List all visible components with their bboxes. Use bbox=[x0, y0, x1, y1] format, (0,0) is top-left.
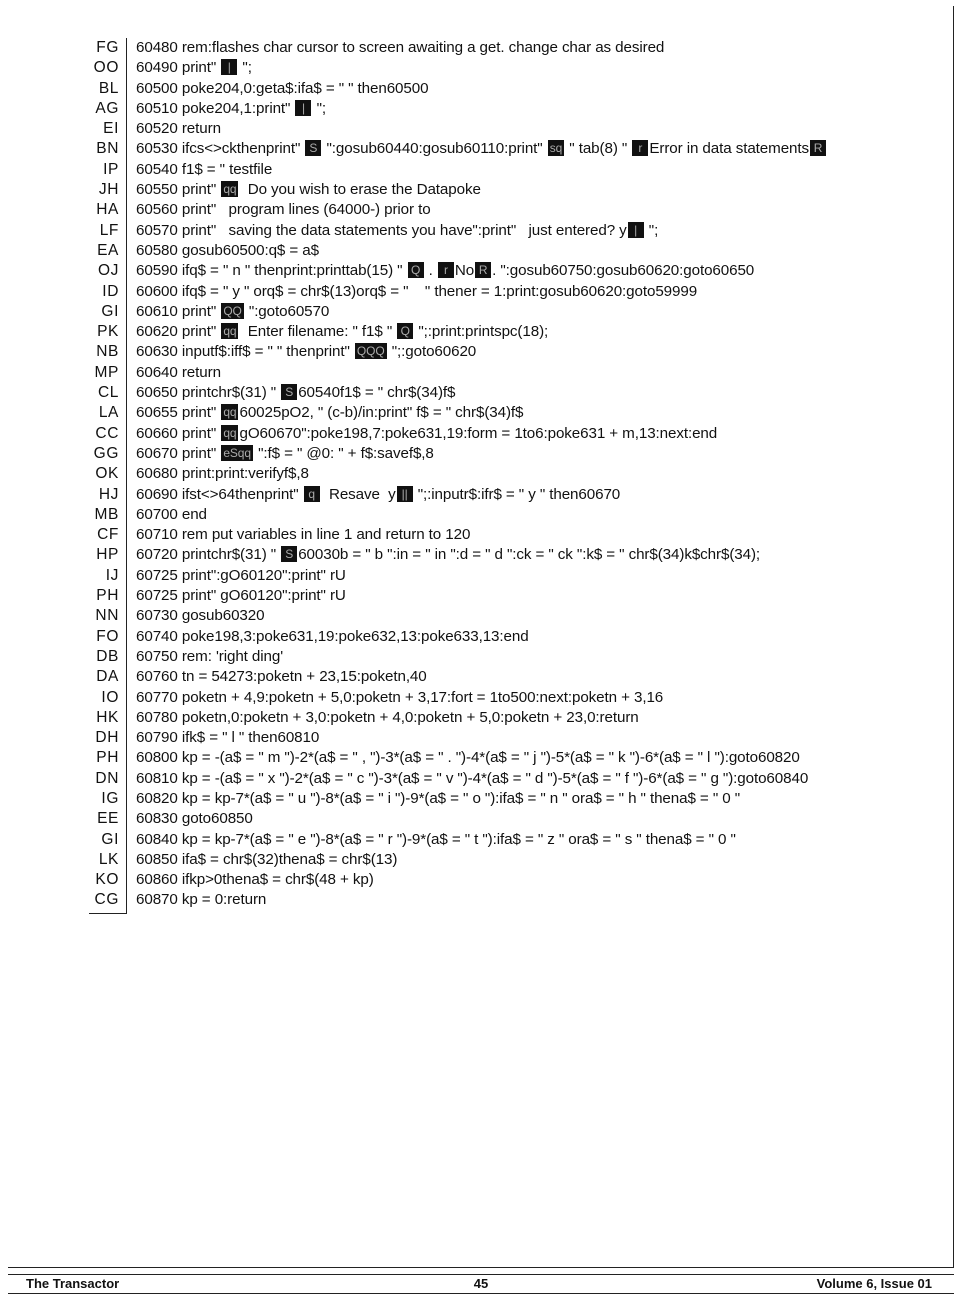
code-line bbox=[136, 261, 916, 281]
code-text: 60560 print" program lines (64000-) prior to bbox=[136, 201, 431, 219]
code-line bbox=[136, 606, 916, 626]
code-text: 60770 poketn + 4,9:poketn + 5,0:poketn + 3,17:fort = 1to500:next:poketn + 3,16 bbox=[136, 688, 664, 706]
code-text: 60725 print" gO60120":print" rU bbox=[136, 587, 346, 605]
code-line bbox=[136, 850, 916, 870]
checksum-code: HP bbox=[96, 546, 119, 564]
checksum-code: NB bbox=[96, 343, 119, 361]
code-text: 60500 poke204,0:geta$:ifa$ = " " then60500 bbox=[136, 79, 429, 97]
code-line bbox=[136, 383, 916, 403]
code-line bbox=[136, 322, 916, 342]
code-text: 60630 inputf$:iff$ = " " thenprint" bbox=[136, 343, 354, 361]
code-text: 60540 f1$ = " testfile bbox=[136, 160, 273, 178]
code-text: "; bbox=[238, 59, 252, 77]
checksum-code: IG bbox=[101, 789, 119, 807]
checksum-code: HJ bbox=[98, 485, 119, 503]
reverse-video-char: | bbox=[628, 222, 644, 238]
code-text: Resave y bbox=[320, 485, 396, 503]
code-text: 60710 rem put variables in line 1 and return to 120 bbox=[136, 526, 471, 544]
code-text: Enter filename: " f1$ " bbox=[239, 323, 397, 341]
checksum-column bbox=[89, 38, 127, 914]
checksum-code: PH bbox=[96, 749, 119, 767]
code-text: 60680 print:print:verifyf$,8 bbox=[136, 465, 309, 483]
code-text: 60655 print" bbox=[136, 404, 221, 422]
code-line bbox=[136, 200, 916, 220]
code-text: 60800 kp = -(a$ = " m ")-2*(a$ = " , ")-3*(a$ = " . ")-4*(a$ = " j ")-5*(a$ = " k ")-6*(a$ = " l "):goto60820 bbox=[136, 749, 800, 767]
code-text: ":f$ = " @0: " + f$:savef$,8 bbox=[253, 444, 434, 462]
code-text: 60550 print" bbox=[136, 181, 221, 199]
checksum-code: DN bbox=[95, 769, 119, 787]
code-text: 60740 poke198,3:poke631,19:poke632,13:poke633,13:end bbox=[136, 627, 529, 645]
code-line bbox=[136, 38, 916, 58]
code-line bbox=[136, 830, 916, 850]
code-text: 60025pO2, " (c-b)/in:print" f$ = " chr$(34)f$ bbox=[239, 404, 524, 422]
code-text: 60780 poketn,0:poketn + 3,0:poketn + 4,0:poketn + 5,0:poketn + 23,0:return bbox=[136, 708, 639, 726]
checksum-code: PH bbox=[96, 587, 119, 605]
code-line bbox=[136, 890, 916, 910]
reverse-video-char: S bbox=[305, 140, 321, 156]
code-text: Do you wish to erase the Datapoke bbox=[239, 181, 481, 199]
checksum-code: LA bbox=[98, 404, 119, 422]
checksum-code: IJ bbox=[105, 566, 119, 584]
code-text: 60820 kp = kp-7*(a$ = " u ")-8*(a$ = " i ")-9*(a$ = " o "):ifa$ = " n " ora$ = " h " thena$ = " 0 " bbox=[136, 789, 740, 807]
code-text: 60540f1$ = " chr$(34)f$ bbox=[298, 384, 456, 402]
checksum-code: DA bbox=[96, 668, 119, 686]
code-text: 60590 ifq$ = " n " thenprint:printtab(15) " bbox=[136, 262, 407, 280]
code-text: 60030b = " b ":in = " in ":d = " d ":ck = " ck ":k$ = " chr$(34)k$chr$(34); bbox=[298, 546, 761, 564]
checksum-code: IP bbox=[103, 160, 119, 178]
code-text: 60690 ifst<>64thenprint" bbox=[136, 485, 303, 503]
code-line bbox=[136, 342, 916, 362]
reverse-video-char: QQ bbox=[223, 303, 242, 318]
code-text: 60760 tn = 54273:poketn + 23,15:poketn,40 bbox=[136, 668, 427, 686]
checksum-code: NN bbox=[95, 607, 119, 625]
code-line bbox=[136, 363, 916, 383]
reverse-video-char: sq bbox=[549, 141, 563, 156]
checksum-code: CG bbox=[94, 891, 119, 909]
code-lines bbox=[136, 38, 916, 911]
reverse-video-char: R bbox=[475, 262, 491, 278]
checksum-code: OJ bbox=[97, 262, 119, 280]
code-text: "; bbox=[312, 99, 326, 117]
page-number: 45 bbox=[473, 1276, 489, 1291]
checksum-code: GI bbox=[101, 302, 119, 320]
reverse-video-char: eSqq bbox=[223, 445, 251, 460]
checksum-code: GG bbox=[93, 444, 119, 462]
code-line bbox=[136, 424, 916, 444]
code-line bbox=[136, 505, 916, 525]
code-text: ":goto60570 bbox=[244, 302, 330, 320]
reverse-video-char: qq bbox=[223, 324, 237, 339]
code-text: 60510 poke204,1:print" bbox=[136, 99, 295, 117]
code-line bbox=[136, 119, 916, 139]
checksum-code: CL bbox=[97, 384, 119, 402]
checksum-code: BL bbox=[98, 79, 119, 97]
code-text: . bbox=[424, 262, 437, 280]
code-line bbox=[136, 139, 916, 159]
code-line bbox=[136, 769, 916, 789]
code-text: 60610 print" bbox=[136, 302, 221, 320]
code-text: 60570 print" saving the data statements you have":print" just entered? y bbox=[136, 221, 627, 239]
code-text: 60580 gosub60500:q$ = a$ bbox=[136, 241, 319, 259]
code-line bbox=[136, 444, 916, 464]
code-line bbox=[136, 241, 916, 261]
reverse-video-char: QQQ bbox=[356, 344, 385, 359]
issue-label: Volume 6, Issue 01 bbox=[816, 1276, 932, 1291]
code-text: 60830 goto60850 bbox=[136, 810, 253, 828]
checksum-code: LK bbox=[98, 850, 119, 868]
code-line bbox=[136, 282, 916, 302]
code-line bbox=[136, 586, 916, 606]
reverse-video-char: Q bbox=[397, 323, 413, 339]
checksum-code: MP bbox=[94, 363, 119, 381]
checksum-code: HA bbox=[96, 201, 119, 219]
code-text: 60750 rem: 'right ding' bbox=[136, 647, 284, 665]
code-text: " tab(8) " bbox=[565, 140, 632, 158]
code-line bbox=[136, 708, 916, 728]
code-text: gO60670":poke198,7:poke631,19:form = 1to6:poke631 + m,13:next:end bbox=[239, 424, 718, 442]
code-text: 60490 print" bbox=[136, 59, 221, 77]
code-text: ";:inputr$:ifr$ = " y " then60670 bbox=[413, 485, 621, 503]
reverse-video-char: S bbox=[281, 384, 297, 400]
code-line bbox=[136, 221, 916, 241]
code-line bbox=[136, 403, 916, 423]
checksum-code: DH bbox=[95, 729, 119, 747]
code-text: 60600 ifq$ = " y " orq$ = chr$(13)orq$ = " " thener = 1:print:gosub60620:goto59999 bbox=[136, 282, 698, 300]
code-text: 60520 return bbox=[136, 120, 221, 138]
code-line bbox=[136, 464, 916, 484]
checksum-code: EI bbox=[103, 120, 119, 138]
code-line bbox=[136, 789, 916, 809]
code-line bbox=[136, 160, 916, 180]
code-text: 60480 rem:flashes char cursor to screen awaiting a get. change char as desired bbox=[136, 39, 665, 56]
checksum-code: JH bbox=[98, 181, 119, 199]
code-line bbox=[136, 566, 916, 586]
checksum-code: ID bbox=[102, 282, 119, 300]
code-line bbox=[136, 485, 916, 505]
reverse-video-char: r bbox=[632, 140, 648, 156]
checksum-code: CC bbox=[95, 424, 119, 442]
code-text: 60840 kp = kp-7*(a$ = " e ")-8*(a$ = " r ")-9*(a$ = " t "):ifa$ = " z " ora$ = " s " thena$ = " 0 " bbox=[136, 830, 736, 848]
checksum-code: MB bbox=[94, 505, 119, 523]
checksum-code: CF bbox=[97, 526, 119, 544]
code-text: "; bbox=[644, 221, 659, 239]
code-line bbox=[136, 79, 916, 99]
page-footer bbox=[8, 1274, 954, 1294]
reverse-video-char: r bbox=[438, 262, 454, 278]
code-line bbox=[136, 99, 916, 119]
code-line bbox=[136, 870, 916, 890]
checksum-code: IO bbox=[101, 688, 119, 706]
reverse-video-char: Q bbox=[408, 262, 424, 278]
code-text: 60790 ifk$ = " l " then60810 bbox=[136, 729, 320, 747]
code-line bbox=[136, 302, 916, 322]
code-text: 60860 ifkp>0thena$ = chr$(48 + kp) bbox=[136, 871, 374, 889]
code-line bbox=[136, 728, 916, 748]
checksum-code: BN bbox=[96, 140, 119, 158]
code-text: 60620 print" bbox=[136, 323, 221, 341]
code-line bbox=[136, 667, 916, 687]
code-text: . ":gosub60750:gosub60620:goto60650 bbox=[492, 262, 755, 280]
code-text: 60700 end bbox=[136, 505, 207, 523]
code-text: ":gosub60440:gosub60110:print" bbox=[322, 140, 547, 158]
code-line bbox=[136, 545, 916, 565]
code-text: ";:print:printspc(18); bbox=[414, 323, 549, 341]
code-line bbox=[136, 627, 916, 647]
code-line bbox=[136, 647, 916, 667]
checksum-code: HK bbox=[96, 708, 119, 726]
code-text: Error in data statements bbox=[649, 140, 810, 158]
checksum-code: DB bbox=[96, 647, 119, 665]
checksum-code: FG bbox=[96, 39, 119, 56]
code-text: 60660 print" bbox=[136, 424, 221, 442]
checksum-code: OO bbox=[93, 59, 119, 77]
checksum-code: EA bbox=[97, 241, 119, 259]
reverse-video-char: qq bbox=[223, 182, 237, 197]
code-line bbox=[136, 688, 916, 708]
checksum-code: FO bbox=[96, 627, 119, 645]
code-text: 60650 printchr$(31) " bbox=[136, 384, 281, 402]
code-line bbox=[136, 525, 916, 545]
checksum-code: KO bbox=[95, 871, 119, 889]
code-text: 60730 gosub60320 bbox=[136, 607, 265, 625]
code-line bbox=[136, 748, 916, 768]
code-text: 60720 printchr$(31) " bbox=[136, 546, 281, 564]
reverse-video-char: S bbox=[281, 546, 297, 562]
code-text: 60640 return bbox=[136, 363, 221, 381]
code-text: 60810 kp = -(a$ = " x ")-2*(a$ = " c ")-3*(a$ = " v ")-4*(a$ = " d ")-5*(a$ = " f ")-6*(a$ = " g "):goto60840 bbox=[136, 769, 809, 787]
code-line bbox=[136, 180, 916, 200]
checksum-code: LF bbox=[99, 221, 119, 239]
checksum-code: PK bbox=[97, 323, 119, 341]
checksum-code: OK bbox=[95, 465, 119, 483]
checksum-code: AG bbox=[95, 99, 119, 117]
code-text: ";:goto60620 bbox=[387, 343, 477, 361]
reverse-video-char: qq bbox=[223, 405, 237, 420]
reverse-video-char: q bbox=[304, 486, 320, 502]
code-line bbox=[136, 58, 916, 78]
code-text: No bbox=[454, 262, 475, 280]
reverse-video-char: R bbox=[810, 140, 826, 156]
reverse-video-char: | bbox=[221, 59, 237, 75]
checksum-code: GI bbox=[101, 830, 119, 848]
code-text: 60850 ifa$ = chr$(32)thena$ = chr$(13) bbox=[136, 850, 398, 868]
code-line bbox=[136, 809, 916, 829]
code-text: 60725 print":gO60120":print" rU bbox=[136, 566, 346, 584]
reverse-video-char: || bbox=[397, 486, 413, 502]
reverse-video-char: | bbox=[295, 100, 311, 116]
code-text: 60670 print" bbox=[136, 444, 221, 462]
publication-name: The Transactor bbox=[26, 1276, 120, 1291]
code-text: 60870 kp = 0:return bbox=[136, 891, 267, 909]
checksum-code: EE bbox=[97, 810, 119, 828]
reverse-video-char: qq bbox=[223, 425, 237, 440]
code-text: 60530 ifcs<>ckthenprint" bbox=[136, 140, 305, 158]
